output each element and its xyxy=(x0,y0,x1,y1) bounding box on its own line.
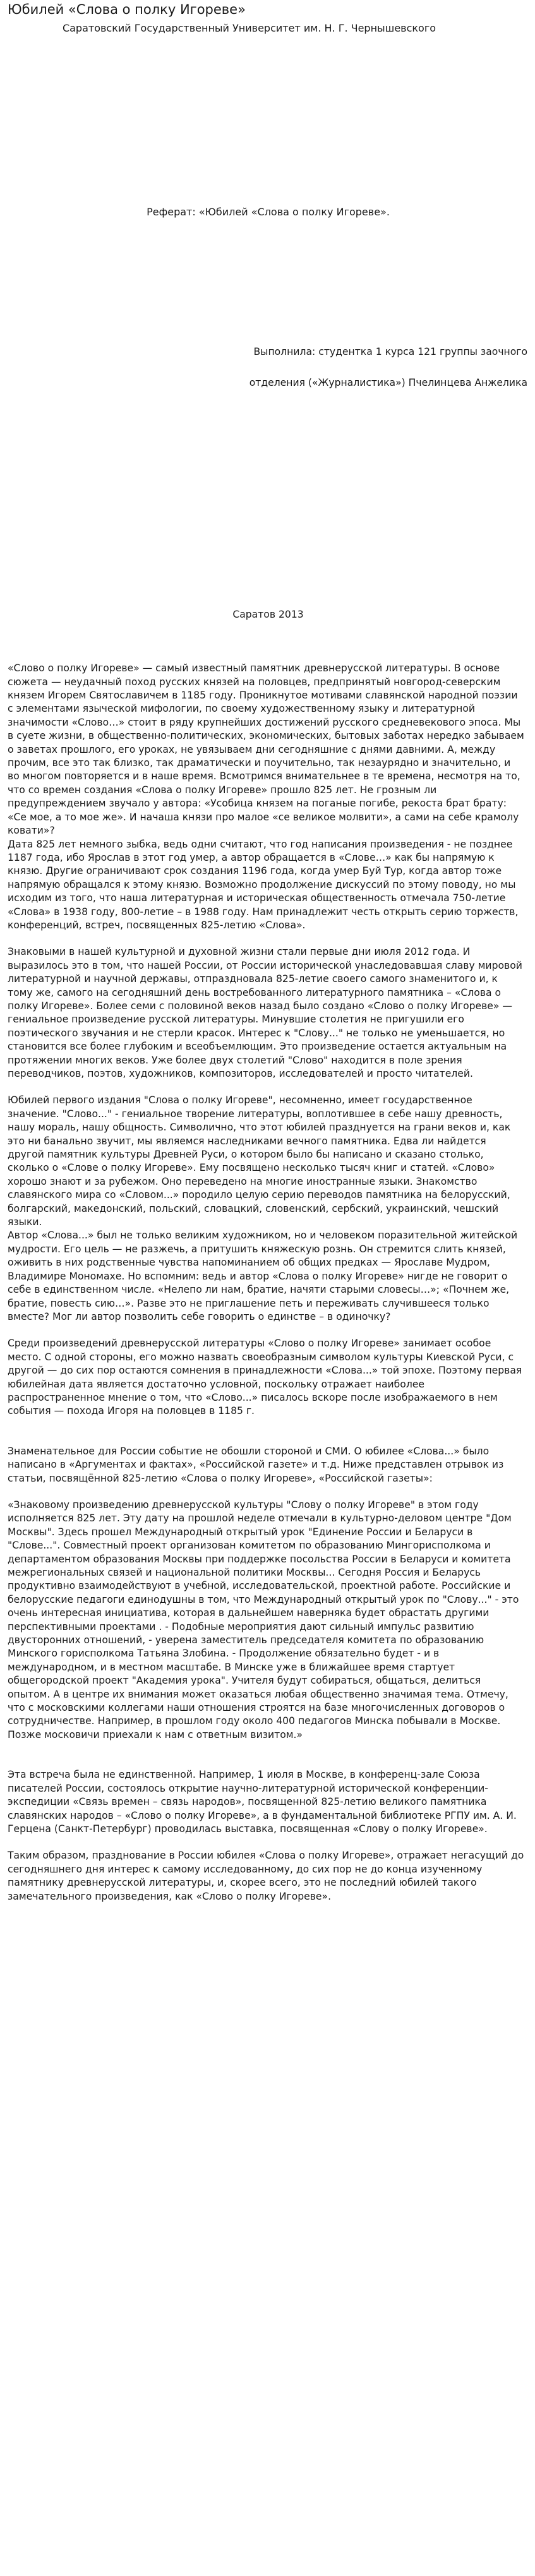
quote-paragraph: «Знаковому произведению древнерусской культуры "Слову о полку Игореве" в этом году исполняется 825 лет. Эту дату на прошлой неделе отмечали в культурно-деловом центре "Дом Москвы". Здесь прошел Международный открытый урок "Единение России и Беларуси в "Слове...". Совместный проект организован комитетом по образованию Мингорисполкома и департаментом образования Москвы при поддержке посольства России в Беларуси и комитета межрегиональных связей и национальной политики Москвы... Сегодня Россия и Беларусь продуктивно взаимодействуют в учебной, исследовательской, проектной работе. Российские и белорусские педагоги единодушны в том, что Международный открытый урок по "Слову..." - это очень интересная инициатива, которая в дальнейшем наверняка будет обрастать другими перспективными проектами . - Подобные мероприятия дают сильный импульс развитию двусторонних отношений, - уверена заместитель председателя комитета по образованию Минского горисполкома Татьяна Злобина. - Продолжение обязательно будет - и в международном, и в местном масштабе. В Минске уже в ближайшее время стартует общегородской проект "Академия урока". Учителя будут собираться, общаться, делиться опытом. А в центре их внимания может оказаться любая общественно значимая тема. Отмечу, что с московскими коллегами наши отношения строятся на базе многочисленных договоров о сотрудничестве. Например, в прошлом году около 400 педагогов Минска побывали в Москве. Позже московичи приехали к нам с ответным визитом.» xyxy=(8,1499,519,1740)
paragraph: Дата 825 лет немного зыбка, ведь одни считают, что год написания произведения - не позднее 1187 года, ибо Ярослав в этот год умер, а автор обращается в «Слове…» как бы напрямую к князю. Другие ограничивают срок создания 1196 года, когда умер Буй Тур, когда автор тоже напрямую обращался к этому князю. Возможно продолжение дискуссий по этому поводу, но мы исходим из того, что наша литературная и историческая общественность отмечала 750-летие «Слова» в 1938 году, 800-летие – в 1988 году. Нам принадлежит честь открыть серию торжеств, конференций, встреч, посвященных 825-летию «Слова». xyxy=(8,838,519,931)
author-line: Выполнила: студентка 1 курса 121 группы заочного xyxy=(253,345,527,357)
university-name: Саратовский Государственный Университет им. Н. Г. Чернышевского xyxy=(62,22,436,34)
paragraph: Таким образом, празднование в России юбилея «Слова о полку Игореве», отражает негасущий до сегодняшнего дня интерес к самому исследованному, до сих пор не до конца изученному памятнику древнерусской литературы, и, скорее всего, это не последний юбилей такого замечательного произведения, как «Слово о полку Игореве». xyxy=(8,1850,524,1902)
paragraph: Знаковыми в нашей культурной и духовной жизни стали первые дни июля 2012 года. И выразилось это в том, что нашей России, от России исторической унаследовавшая славу мировой литературной и научной державы, отпраздновала 825-летие своего самого знаменитого и, к тому же, самого на сегодняшний день востребованного литературного памятника – «Слова о полку Игореве». Более семи с половиной веков назад было создано «Слово о полку Игореве» — гениальное произведение русской литературы. Минувшие столетия не пригушили его поэтического звучания и не стерли красок. Интерес к "Слову..." не только не уменьшается, но становится все более глубоким и всеобъемлющим. Это произведение остается актуальным на протяжении многих веков. Уже более двух столетий "Слово" находится в поле зрения переводчиков, поэтов, художников, композиторов, исследователей и просто читателей. xyxy=(8,946,522,1079)
page-title: Юбилей «Слова о полку Игореве» xyxy=(8,2,246,17)
paragraph: Знаменательное для России событие не обошли стороной и СМИ. О юбилее «Слова...» было написано в «Аргументах и фактах», «Российской газете» и т.д. Ниже представлен отрывок из статьи, посвящённой 825-летию «Слова о полку Игореве», «Российской газеты»: xyxy=(8,1445,504,1484)
author-block xyxy=(8,337,529,398)
paragraph: Эта встреча была не единственной. Например, 1 июля в Москве, в конференц-зале Союза писателей России, состоялось открытие научно-литературной исторической конференции-экспедиции «Связь времен – связь народов», посвященной 825-летию великого памятника славянских народов – «Слово о полку Игореве», а в фундаментальной библиотеке РГПУ им. А. И. Герцена (Санкт-Петербург) проводилась выставка, посвященная «Слову о полку Игореве». xyxy=(8,1769,517,1835)
paragraph: Юбилей первого издания "Слова о полку Игореве", несомненно, имеет государственное значение. "Слово..." - гениальное творение литературы, воплотившее в себе нашу древность, нашу мораль, нашу общность. Символично, что этот юбилей празднуется на грани веков и, как это ни банально звучит, мы являемся наследниками вечного памятника. Едва ли найдется другой памятник культуры Древней Руси, о котором было бы написано и сказано столько, сколько о «Слове о полку Игореве». Ему посвящено несколько тысяч книг и статей. «Слово» хорошо знают и за рубежом. Оно переведено на многие иностранные языки. Знакомство славянского мира со «Словом...» породило целую серию переводов памятника на белорусский, болгарский, македонский, польский, словацкий, словенский, сербский, украинский, чешский языки. xyxy=(8,1094,511,1228)
report-title: Реферат: «Юбилей «Слова о полку Игореве». xyxy=(147,206,390,219)
city-year: Саратов 2013 xyxy=(232,608,304,620)
essay-body xyxy=(8,662,529,1903)
paragraph: «Слово о полку Игореве» — самый известный памятник древнерусской литературы. В основе сюжета — неудачный поход русских князей на половцев, предпринятый новгород-северским князем Игорем Святославичем в 1185 году. Проникнутое мотивами славянской народной поэзии с элементами языческой мифологии, по своему художественному языку и литературной значимости «Слово…» стоит в ряду крупнейших достижений русского средневекового эпоса. Мы в суете жизни, в общественно-политических, экономических, бытовых заботах нередко забываем о заветах прошлого, его уроках, не увязываем дни сегодняшние с днями давними. А, между прочим, все это так близко, так драматически и поучительно, так незаурядно и значительно, и во многом повторяется и в наше время. Всмотримся внимательнее в те времена, несмотря на то, что со времен создания «Слова о полку Игореве» прошло 825 лет. Не грозным ли предупреждением звучало у автора: «Усобица князем на поганые погибе, рекоста брат брату: «Се мое, а то мое же». И начаша князи про малое «се великое молвити», а сами на себе крамолу ковати»? xyxy=(8,662,524,837)
document-page xyxy=(0,1,535,1929)
paragraph: Среди произведений древнерусской литературы «Слово о полку Игореве» занимает особое место. С одной стороны, его можно назвать своеобразным символом культуры Киевской Руси, с другой — до сих пор остаются сомнения в принадлежности «Слова...» той эпохе. Поэтому первая юбилейная дата является достаточно условной, поскольку отражает наиболее распространенное мнение о том, что «Слово...» писалось вскоре после изображаемого в нем события — похода Игоря на половцев в 1185 г. xyxy=(8,1338,522,1417)
author-line: отделения («Журналистика») Пчелинцева Анжелика xyxy=(249,376,527,388)
paragraph: Автор «Слова...» был не только великим художником, но и человеком поразительной житейской мудрости. Его цель — не разжечь, а притушить княжескую рознь. Он стремится слить князей, оживить в них родственные чувства напоминанием об общих предках — Ярославе Мудром, Владимире Мономахе. Но вспомним: ведь и автор «Слова о полку Игореве» нигде не говорит о себе в единственном числе. «Нелепо ли нам, братие, начяти старыми словесы…»; «Почнем же, братие, повесть сию…». Разве это не приглашение петь и переживать случившееся только вместе? Мог ли автор позволить себе говорить о единстве – в одиночку? xyxy=(8,1230,518,1322)
